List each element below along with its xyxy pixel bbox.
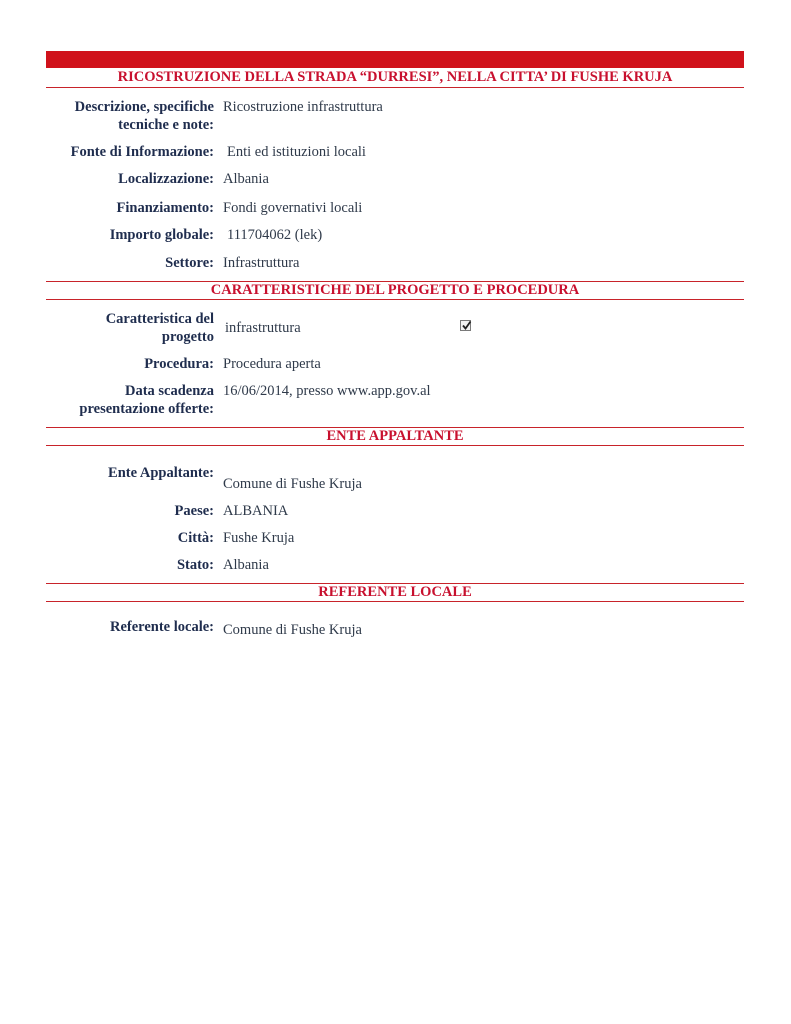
- descrizione-label-line2: tecniche e note:: [118, 117, 214, 133]
- header-divider: [46, 87, 744, 88]
- importo-label: Importo globale:: [109, 227, 214, 243]
- importo-value: 111704062 (lek): [227, 227, 323, 243]
- descrizione-label-line1: Descrizione, specifiche: [74, 99, 214, 115]
- procedura-label: Procedura:: [144, 356, 214, 372]
- checkmark-icon: [460, 319, 473, 332]
- settore-value: Infrastruttura: [223, 255, 300, 271]
- caratteristica-value: infrastruttura: [225, 320, 301, 336]
- procedura-value: Procedura aperta: [223, 356, 321, 372]
- fonte-label: Fonte di Informazione:: [70, 144, 214, 160]
- finanziamento-label: Finanziamento:: [116, 200, 214, 216]
- paese-value: ALBANIA: [223, 503, 289, 519]
- scadenza-label-line2: presentazione offerte:: [79, 401, 214, 417]
- referente-section-title: REFERENTE LOCALE: [318, 584, 472, 600]
- referente-label: Referente locale:: [110, 619, 214, 635]
- ente-divider-bottom: [46, 445, 744, 446]
- caratteristica-label-line2: progetto: [161, 329, 214, 345]
- paese-label: Paese:: [174, 503, 214, 519]
- stato-label: Stato:: [176, 557, 214, 573]
- referente-divider-bottom: [46, 601, 744, 602]
- citta-label: Città:: [177, 530, 214, 546]
- infrastruttura-checkbox[interactable]: [460, 320, 471, 331]
- settore-label: Settore:: [165, 255, 214, 271]
- stato-value: Albania: [223, 557, 269, 573]
- header-color-bar: [46, 51, 744, 68]
- ente-value: Comune di Fushe Kruja: [223, 476, 362, 492]
- progetto-divider-bottom: [46, 299, 744, 300]
- caratteristica-label-line1: Caratteristica del: [105, 311, 214, 327]
- ente-section-title: ENTE APPALTANTE: [326, 428, 464, 444]
- scadenza-label-line1: Data scadenza: [124, 383, 214, 399]
- scadenza-value: 16/06/2014, presso www.app.gov.al: [223, 383, 431, 399]
- progetto-section-title: CARATTERISTICHE DEL PROGETTO E PROCEDURA: [210, 282, 580, 298]
- localizzazione-label: Localizzazione:: [118, 171, 214, 187]
- localizzazione-value: Albania: [223, 171, 269, 187]
- descrizione-value: Ricostruzione infrastruttura: [223, 99, 383, 115]
- citta-value: Fushe Kruja: [223, 530, 295, 546]
- referente-value: Comune di Fushe Kruja: [223, 622, 362, 638]
- fonte-value: Enti ed istituzioni locali: [227, 144, 366, 160]
- project-title: RICOSTRUZIONE DELLA STRADA “DURRESI”, NELLA CITTA’ DI FUSHE KRUJA: [117, 69, 673, 85]
- ente-label: Ente Appaltante:: [108, 465, 214, 481]
- finanziamento-value: Fondi governativi locali: [223, 200, 363, 216]
